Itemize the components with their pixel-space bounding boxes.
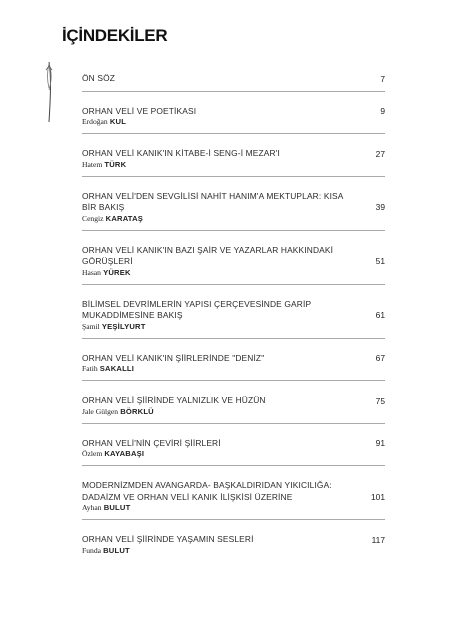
author-last-name: SAKALLI — [99, 364, 135, 373]
toc-entry-author — [82, 364, 355, 374]
author-last-name: KUL — [109, 117, 127, 126]
author-first-name: Jale Gülgen — [82, 406, 119, 416]
toc-entry-page: 51 — [375, 256, 385, 266]
author-last-name: BULUT — [103, 545, 130, 555]
author-last-name: YÜREK — [103, 267, 131, 277]
quill-ornament-icon — [43, 60, 55, 124]
toc-entry-author — [82, 407, 355, 417]
author-last-name: BÖRKLÜ — [120, 406, 154, 416]
author-first-name: Erdoğan — [82, 117, 108, 126]
toc-entry-title: ÖN SÖZ — [82, 73, 116, 83]
toc-entry-page: 61 — [375, 310, 385, 320]
author-first-name: Hatem — [82, 159, 103, 169]
author-last-name: YEŞİLYURT — [101, 321, 146, 331]
author-last-name: BULUT — [103, 503, 131, 512]
toc-entry-author — [82, 160, 355, 170]
toc-entry-title: ORHAN VELİ KANIK'IN KİTABE-İ SENG-İ MEZAR'I — [82, 148, 280, 158]
toc-entry-page: 91 — [375, 438, 385, 448]
table-of-contents — [82, 73, 385, 562]
toc-entry-author — [82, 449, 355, 459]
toc-entry-page: 101 — [371, 491, 385, 502]
toc-entry-title: MODERNİZMDEN AVANGARDA- BAŞKALDIRIDAN YIKICILIĞA: DADAİZM VE ORHAN VELİ KANIK İLİŞKİSİ ÜZERİNE — [82, 480, 332, 502]
toc-entry-author — [82, 214, 355, 224]
toc-entry-title: ORHAN VELİ ŞİİRİNDE YALNIZLIK VE HÜZÜN — [82, 395, 266, 405]
toc-entry-title: BİLİMSEL DEVRİMLERİN YAPISI ÇERÇEVESİNDE GARİP MUKADDİMESİNE BAKIŞ — [82, 298, 312, 320]
toc-entry-title: ORHAN VELİ'NİN ÇEVİRİ ŞİİRLERİ — [82, 437, 221, 448]
author-first-name: Şamil — [82, 321, 100, 331]
toc-entry-page: 7 — [380, 73, 385, 84]
author-first-name: Ayhan — [82, 503, 102, 512]
toc-entry-author — [82, 268, 355, 278]
author-last-name: KARATAŞ — [105, 213, 144, 223]
toc-entry-page: 27 — [375, 148, 385, 159]
toc-entry-page: 39 — [375, 202, 385, 212]
toc-entry[interactable] — [82, 73, 385, 92]
toc-entry[interactable] — [82, 291, 385, 339]
author-first-name: Funda — [82, 545, 101, 555]
toc-entry-author — [82, 546, 355, 556]
toc-entry-title: ORHAN VELİ'DEN SEVGİLİSİ NAHİT HANIM'A MEKTUPLAR: KISA BİR BAKIŞ — [82, 190, 344, 212]
toc-entry[interactable] — [82, 430, 385, 467]
author-first-name: Hasan — [82, 267, 101, 277]
toc-entry[interactable] — [82, 140, 385, 177]
toc-entry-page: 117 — [371, 534, 385, 545]
toc-entry[interactable] — [82, 526, 385, 562]
toc-entry-page: 9 — [380, 106, 385, 116]
toc-entry-title: ORHAN VELİ KANIK'IN BAZI ŞAİR VE YAZARLAR HAKKINDAKİ GÖRÜŞLERİ — [82, 244, 334, 266]
toc-entry[interactable] — [82, 237, 385, 285]
toc-entry-title: ORHAN VELİ VE POETİKASI — [82, 105, 197, 116]
toc-entry-author — [82, 503, 355, 513]
toc-entry[interactable] — [82, 345, 385, 382]
toc-entry-author — [82, 322, 355, 332]
toc-entry-title: ORHAN VELİ ŞİİRİNDE YAŞAMIN SESLERİ — [82, 534, 254, 544]
toc-entry[interactable] — [82, 387, 385, 424]
author-last-name: TÜRK — [104, 159, 127, 169]
toc-entry-author — [82, 117, 355, 127]
author-last-name: KAYABAŞI — [104, 449, 145, 458]
toc-entry-page: 75 — [375, 395, 385, 406]
toc-heading: İÇİNDEKİLER — [62, 26, 168, 45]
toc-entry-page: 67 — [375, 353, 385, 363]
author-first-name: Özlem — [82, 449, 103, 458]
toc-entry-title: ORHAN VELİ KANIK'IN ŞİİRLERİNDE "DENİZ" — [82, 352, 265, 363]
toc-entry[interactable] — [82, 472, 385, 520]
toc-entry[interactable] — [82, 183, 385, 231]
author-first-name: Fatih — [82, 364, 98, 373]
author-first-name: Cengiz — [82, 213, 104, 223]
toc-entry[interactable] — [82, 98, 385, 135]
